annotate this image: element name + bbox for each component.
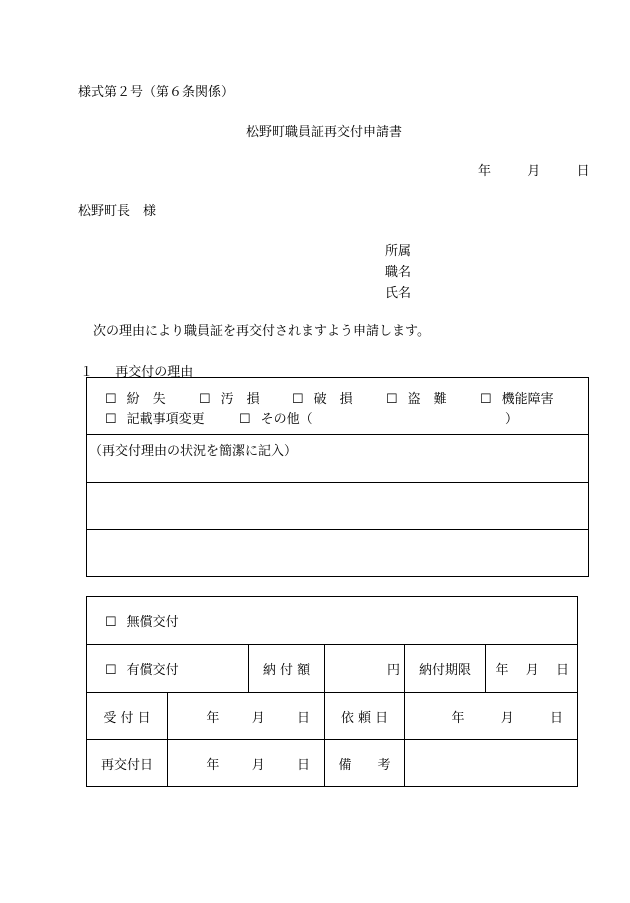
date-month: 月 [251, 710, 265, 726]
date-day: 日 [576, 164, 590, 179]
checkbox-icon[interactable]: ☐ [105, 663, 117, 678]
checkbox-icon[interactable]: ☐ [105, 392, 117, 407]
free-issue-label: 無償交付 [126, 615, 179, 630]
option-malfunction[interactable] [480, 388, 554, 407]
amount-label: 納 付 額 [249, 645, 325, 693]
application-date [478, 160, 590, 179]
option-loss[interactable] [105, 388, 166, 407]
date-year: 年 [451, 710, 465, 726]
date-year: 年 [478, 164, 492, 179]
fee-table [86, 596, 578, 787]
option-damage[interactable] [199, 388, 260, 407]
reason-detail-line-3[interactable] [87, 530, 589, 577]
paid-issue-cell[interactable] [87, 645, 249, 693]
name-label: 氏名 [385, 286, 412, 301]
date-day: 日 [556, 663, 570, 678]
date-year: 年 [495, 663, 509, 678]
option-label: 紛 失 [126, 392, 166, 407]
reissue-label: 再交付日 [87, 740, 168, 787]
option-other-close: ） [505, 412, 519, 427]
request-statement: 次の理由により職員証を再交付されますよう申請します。 [93, 324, 430, 339]
reason-detail-line-2[interactable] [87, 483, 589, 530]
option-info-change[interactable] [105, 408, 205, 427]
option-theft[interactable] [386, 388, 447, 407]
deadline-label: 納付期限 [405, 645, 486, 693]
reason-heading-text: 再交付の理由 [115, 365, 194, 380]
checkbox-icon[interactable]: ☐ [105, 412, 117, 427]
date-month: 月 [527, 164, 541, 179]
option-label: 盗 難 [407, 392, 447, 407]
reason-detail-cell[interactable] [87, 435, 589, 483]
checkbox-icon[interactable]: ☐ [199, 392, 211, 407]
date-year: 年 [206, 710, 220, 726]
date-day: 日 [296, 710, 310, 726]
yen-unit: 円 [386, 663, 400, 678]
page-title: 松野町職員証再交付申請書 [246, 125, 403, 140]
date-month: 月 [251, 757, 265, 773]
reason-detail-note: （再交付理由の状況を簡潔に記入） [89, 444, 298, 459]
reason-heading-number: １ [80, 365, 94, 380]
option-other[interactable] [239, 408, 313, 427]
received-label: 受 付 日 [87, 693, 168, 740]
checkbox-icon[interactable]: ☐ [386, 392, 398, 407]
remarks-field[interactable] [405, 740, 578, 787]
position-label: 職名 [385, 265, 412, 280]
reason-table [86, 377, 589, 577]
date-month: 月 [525, 663, 539, 678]
date-year: 年 [206, 757, 220, 773]
checkbox-icon[interactable]: ☐ [292, 392, 304, 407]
option-label: その他（ [260, 412, 313, 427]
option-label: 汚 損 [220, 392, 260, 407]
checkbox-icon[interactable]: ☐ [105, 615, 117, 630]
checkbox-icon[interactable]: ☐ [239, 412, 251, 427]
amount-field[interactable] [325, 645, 405, 693]
paid-issue-label: 有償交付 [126, 663, 179, 678]
received-date-field[interactable] [168, 693, 325, 740]
option-label: 機能障害 [501, 392, 554, 407]
option-label: 記載事項変更 [126, 412, 205, 427]
date-day: 日 [550, 710, 564, 726]
date-month: 月 [500, 710, 514, 726]
request-label: 依 頼 日 [325, 693, 405, 740]
affiliation-label: 所属 [385, 244, 412, 259]
deadline-date-field[interactable] [486, 645, 578, 693]
addressee: 松野町長 様 [78, 204, 157, 219]
remarks-label: 備 考 [325, 740, 405, 787]
option-label: 破 損 [313, 392, 353, 407]
free-issue-cell[interactable] [87, 597, 578, 645]
reissue-date-field[interactable] [168, 740, 325, 787]
form-number: 様式第２号（第６条関係） [78, 85, 235, 100]
reason-options-cell [87, 378, 589, 435]
date-day: 日 [296, 757, 310, 773]
checkbox-icon[interactable]: ☐ [480, 392, 492, 407]
option-broken[interactable] [292, 388, 353, 407]
request-date-field[interactable] [405, 693, 578, 740]
